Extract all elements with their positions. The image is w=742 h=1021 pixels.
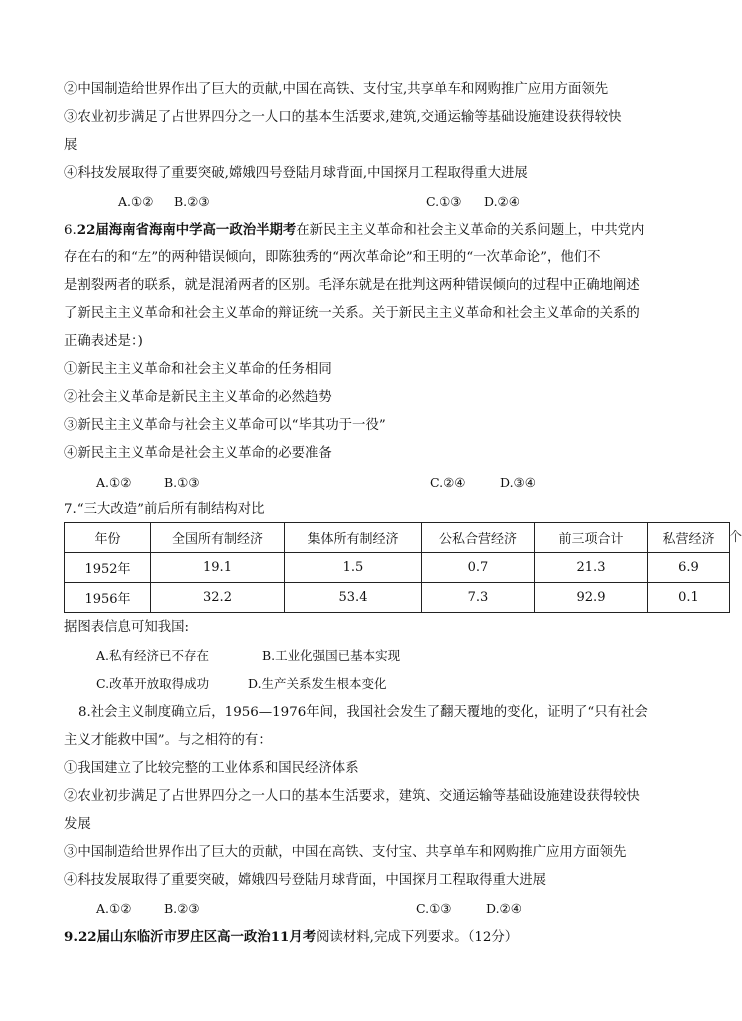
q6-option-d: D.③④ — [500, 475, 536, 490]
q8-item-3: ③中国制造给世界作出了巨大的贡献，中国在高铁、支付宝、共享单车和网购推广应用方面领先 — [64, 845, 627, 860]
table-header-cell: 全国所有制经济 — [151, 523, 285, 553]
table-cell: 0.7 — [422, 553, 535, 583]
q6-line1 — [64, 220, 644, 241]
table-cell: 7.3 — [422, 583, 535, 613]
q7-option-b: B.工业化强国已基本实现 — [262, 648, 401, 663]
table-header-cell: 公私合营经济 — [422, 523, 535, 553]
table-header-cell: 集体所有制经济 — [285, 523, 422, 553]
q6-number: 6. — [64, 223, 77, 238]
table-cell: 1952年 — [65, 553, 151, 583]
q6-option-b: B.①③ — [164, 475, 200, 490]
ownership-table — [64, 522, 730, 613]
table-cell: 53.4 — [285, 583, 422, 613]
q8-option-a: A.①② — [96, 901, 132, 916]
q6-item-3: ③新民主主义革命与社会主义革命可以“毕其功于一役” — [64, 418, 386, 433]
q7-prompt: 据图表信息可知我国: — [64, 620, 190, 635]
q5-item-3-line2: 展 — [64, 138, 78, 153]
table-header-row — [65, 523, 730, 553]
q5-option-d: D.②④ — [484, 194, 520, 209]
q5-item-3-line1: ③农业初步满足了占世界四分之一人口的基本生活要求,建筑,交通运输等基础设施建设获得较快 — [64, 110, 622, 125]
q6-item-4: ④新民主主义革命是社会主义革命的必要准备 — [64, 446, 332, 461]
q6-option-c: C.②④ — [430, 475, 466, 490]
q6-option-a: A.①② — [96, 475, 132, 490]
q8-option-b: B.②③ — [164, 901, 200, 916]
q7-option-c: C.改革开放取得成功 — [96, 676, 210, 691]
q9-number: 9. — [64, 929, 78, 945]
q6-item-1: ①新民主主义革命和社会主义革命的任务相同 — [64, 362, 332, 377]
table-cell: 19.1 — [151, 553, 285, 583]
table-header-cell: 前三项合计 — [535, 523, 648, 553]
q9-line — [64, 927, 518, 948]
q8-item-2-line1: ②农业初步满足了占世界四分之一人口的基本生活要求，建筑、交通运输等基础设施建设获得较快 — [64, 789, 640, 804]
q5-item-4: ④科技发展取得了重要突破,嫦娥四号登陆月球背面,中国探月工程取得重大进展 — [64, 166, 528, 181]
table-cell: 32.2 — [151, 583, 285, 613]
table-row — [65, 583, 730, 613]
q6-item-2: ②社会主义革命是新民主主义革命的必然趋势 — [64, 390, 332, 405]
table-cell: 1956年 — [65, 583, 151, 613]
table-cut-off-glyph: 个 — [729, 530, 742, 545]
q6-line2: 存在右的和“左”的两种错误倾向，即陈独秀的“两次革命论”和王明的“一次革命论”，他们不 — [64, 250, 601, 265]
q9-text: 阅读材料,完成下列要求。（12分） — [316, 930, 519, 945]
q8-line1: 8.社会主义制度确立后，1956—1976年间，我国社会发生了翻天覆地的变化，证明了“只有社会 — [78, 705, 648, 720]
q8-item-1: ①我国建立了比较完整的工业体系和国民经济体系 — [64, 761, 359, 776]
q8-item-2-line2: 发展 — [64, 817, 91, 832]
q5-option-a: A.①② — [118, 194, 154, 209]
q8-option-c: C.①③ — [416, 901, 452, 916]
table-cell: 92.9 — [535, 583, 648, 613]
q8-item-4: ④科技发展取得了重要突破，嫦娥四号登陆月球背面，中国探月工程取得重大进展 — [64, 873, 547, 888]
table-header-cell: 年份 — [65, 523, 151, 553]
q7-option-a: A.私有经济已不存在 — [96, 648, 210, 663]
q6-line5: 正确表述是：) — [64, 334, 143, 349]
table-cell: 21.3 — [535, 553, 648, 583]
q8-option-d: D.②④ — [486, 901, 522, 916]
q6-line4: 了新民主主义革命和社会主义革命的辩证统一关系。关于新民主主义革命和社会主义革命的关系的 — [64, 306, 640, 321]
table-cell: 6.9 — [648, 553, 730, 583]
q5-item-2: ②中国制造给世界作出了巨大的贡献,中国在高铁、支付宝,共享单车和网购推广应用方面领先 — [64, 82, 609, 97]
q7-option-d: D.生产关系发生根本变化 — [248, 676, 387, 691]
q8-line2: 主义才能救中国”。与之相符的有： — [64, 733, 272, 748]
table-cell: 0.1 — [648, 583, 730, 613]
table-cell: 1.5 — [285, 553, 422, 583]
q6-line1-text: 在新民主主义革命和社会主义革命的关系问题上，中共党内 — [296, 223, 645, 238]
table-row — [65, 553, 730, 583]
q6-source: 22届海南省海南中学高一政治半期考 — [76, 222, 297, 238]
q5-option-b: B.②③ — [174, 194, 210, 209]
q6-line3: 是割裂两者的联系，就是混淆两者的区别。毛泽东就是在批判这两种错误倾向的过程中正确地阐述 — [64, 278, 640, 293]
q7-title: 7.“三大改造”前后所有制结构对比 — [64, 502, 265, 517]
q5-option-c: C.①③ — [426, 194, 462, 209]
q9-source: 22届山东临沂市罗庄区高一政治11月考 — [77, 929, 317, 945]
table-header-cell: 私营经济 — [648, 523, 730, 553]
